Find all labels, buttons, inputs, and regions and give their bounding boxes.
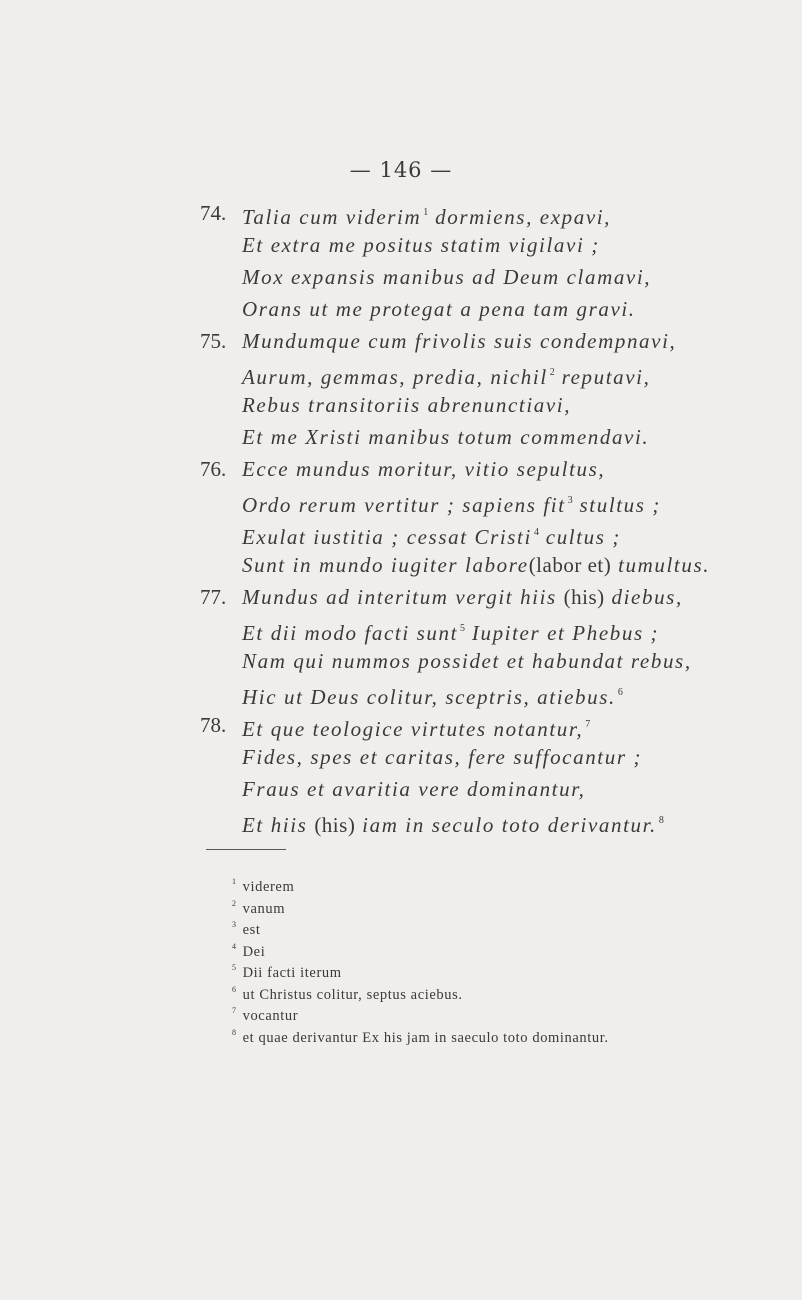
verse-line (242, 741, 642, 773)
footnote-text: vocantur (242, 1008, 299, 1024)
footnote (232, 958, 342, 981)
verse-line (242, 773, 586, 805)
verse-line (242, 357, 650, 389)
verse-line (242, 325, 676, 357)
verse-line (242, 197, 611, 229)
footnote-reference: 1 (423, 207, 429, 218)
stanza-number: 77. (200, 585, 227, 609)
verse-text: iam in seculo toto derivantur. (355, 813, 657, 837)
editorial-insertion: (labor et) (528, 553, 612, 577)
verse-line (242, 549, 710, 581)
verse-text: Ordo rerum vertitur ; sapiens fit (242, 493, 566, 517)
verse-line (242, 421, 649, 453)
footnote-mark: 4 (232, 941, 237, 951)
footnote-text: ut Christus colitur, septus aciebus. (242, 986, 463, 1003)
footnote-mark: 8 (232, 1027, 237, 1037)
verse-text: Et extra me positus statim vigilavi ; (242, 233, 600, 257)
verse-text: Hic ut Deus colitur, sceptris, atiebus. (242, 685, 616, 709)
footnote-divider (206, 849, 286, 850)
verse-line (242, 389, 571, 421)
footnote-mark: 7 (232, 1006, 237, 1015)
stanza (200, 457, 790, 587)
verse-text: Et hiis (242, 813, 315, 837)
verse-line (242, 261, 651, 293)
verse-text: Et dii modo facti sunt (242, 621, 459, 645)
verse-line (242, 805, 664, 837)
verse-line (242, 613, 659, 645)
footnote (232, 915, 261, 938)
editorial-insertion: (his) (563, 585, 605, 609)
footnote-mark: 6 (232, 984, 237, 994)
footnote-mark: 2 (232, 898, 237, 908)
verse-text: Orans ut me protegat a pena tam gravi. (242, 297, 636, 321)
footnote-reference: 5 (460, 623, 466, 634)
stanza (200, 329, 790, 459)
footnote-text: viderem (242, 879, 295, 895)
footnote (232, 872, 295, 895)
verse-line (242, 229, 600, 261)
verse-text: Nam qui nummos possidet et habundat rebus, (242, 649, 692, 673)
footnote-reference: 4 (533, 527, 539, 538)
footnote-mark: 3 (232, 920, 237, 929)
footnote (232, 980, 463, 1003)
verse-line (242, 645, 692, 677)
verse-text: Sunt in mundo iugiter labore (242, 553, 529, 577)
footnote-reference: 8 (658, 815, 664, 826)
verse-text: Exulat iustitia ; cessat Cristi (242, 525, 532, 549)
verse-text: Mundumque cum frivolis suis condempnavi, (242, 329, 677, 353)
verse-text: Fraus et avaritia vere dominantur, (242, 777, 586, 801)
footnote-mark: 5 (232, 963, 237, 972)
verse-text: Ecce mundus moritur, vitio sepultus, (242, 457, 606, 481)
stanza (200, 713, 790, 843)
stanza-number: 74. (200, 201, 227, 225)
stanza (200, 201, 790, 331)
verse-text: Mundus ad interitum vergit hiis (242, 585, 564, 609)
verse-line (242, 517, 621, 549)
verse-text: Mox expansis manibus ad Deum clamavi, (242, 265, 652, 289)
verse-text: tumultus. (611, 553, 711, 577)
footnote-reference: 3 (567, 495, 573, 506)
verse-text: stultus ; (572, 493, 661, 517)
verse-text: Talia cum viderim (242, 205, 422, 229)
footnote-reference: 7 (585, 719, 591, 730)
editorial-insertion: (his) (314, 813, 356, 837)
verse-text: cultus ; (538, 525, 621, 549)
stanza-number: 78. (200, 713, 227, 737)
footnote (232, 1001, 299, 1024)
stanza-number: 76. (200, 457, 227, 481)
footnote (232, 937, 266, 960)
footnote (232, 894, 286, 917)
footnote-text: est (242, 922, 261, 938)
verse-line (242, 677, 623, 709)
verse-line (242, 709, 590, 741)
verse-text: diebus, (604, 585, 683, 609)
footnote-text: et quae derivantur Ex his jam in saeculo toto dominantur. (242, 1029, 609, 1046)
footnote-text: vanum (242, 900, 286, 917)
verse-line (242, 485, 661, 517)
verse-text: Et que teologice virtutes notantur, (242, 717, 584, 741)
verse-text: Rebus transitoriis abrenunctiavi, (242, 393, 572, 417)
footnote-mark: 1 (232, 877, 237, 886)
verse-text: Fides, spes et caritas, fere suffocantur ; (242, 745, 643, 769)
footnote-reference: 2 (549, 367, 555, 378)
verse-line (242, 293, 636, 325)
footnote-text: Dei (242, 943, 266, 960)
footnote-text: Dii facti iterum (242, 965, 342, 981)
verse-text: Aurum, gemmas, predia, nichil (242, 365, 548, 389)
verse-text: reputavi, (554, 365, 651, 389)
footnote (232, 1023, 609, 1046)
stanza (200, 585, 790, 715)
verse-line (242, 581, 683, 613)
stanza-number: 75. (200, 329, 227, 353)
footnote-reference: 6 (617, 687, 623, 698)
verse-text: Iupiter et Phebus ; (465, 621, 660, 645)
verse-line (242, 453, 605, 485)
page-number: — 146 — (349, 158, 453, 182)
verse-text: dormiens, expavi, (428, 205, 612, 229)
verse-text: Et me Xristi manibus totum commendavi. (242, 425, 650, 449)
